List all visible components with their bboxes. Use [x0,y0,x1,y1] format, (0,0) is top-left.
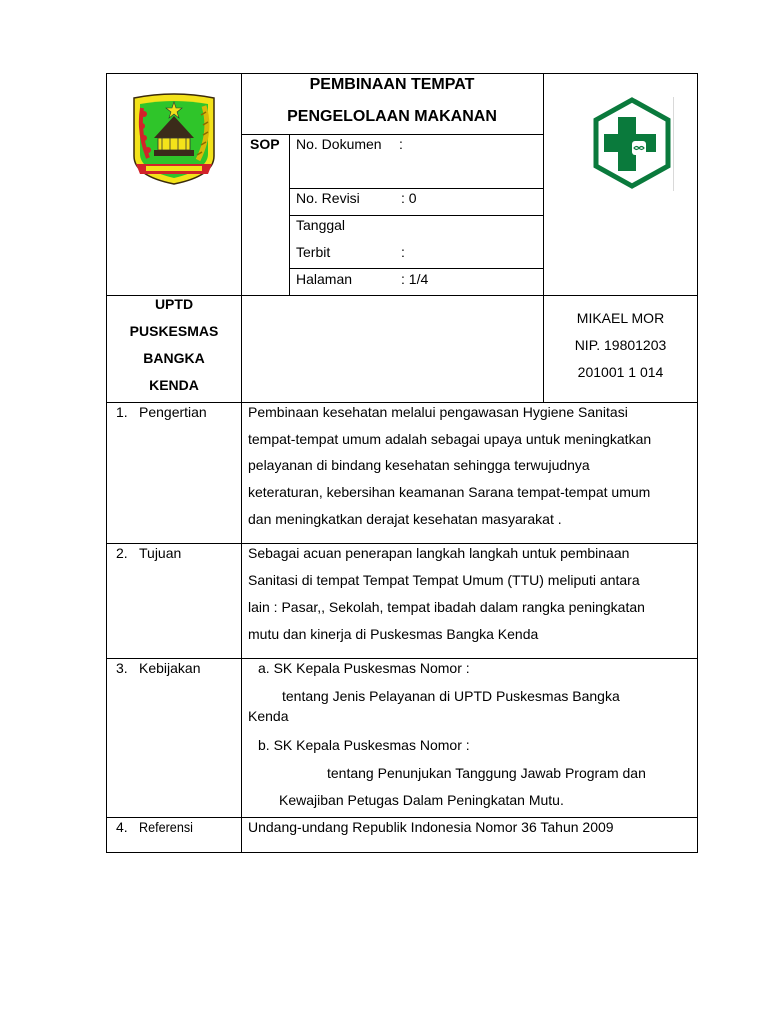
tujuan-line: mutu dan kinerja di Puskesmas Bangka Kenda [248,626,539,642]
row-line-section-1 [106,402,698,403]
signatory-nip-line1: NIP. 19801203 [574,337,667,353]
section-label-referensi: Referensi [139,819,193,835]
regency-crest-logo [128,92,220,188]
row-line-section-4 [106,817,698,818]
referensi-line: Undang-undang Republik Indonesia Nomor 36 Tahun 2009 [248,819,614,835]
row-line-halaman [289,268,544,269]
revisi-value: : 0 [401,190,417,206]
title-underline [241,134,544,135]
section-number: 4. [116,819,128,835]
pengertian-line: tempat-tempat umum adalah sebagai upaya untuk meningkatkan [248,431,652,447]
row-line-section-2 [106,543,698,544]
pengertian-line: dan meningkatkan derajat kesehatan masyarakat . [248,511,562,527]
tujuan-line: Sebagai acuan penerapan langkah langkah untuk pembinaan [248,545,630,561]
document-title-line2: PENGELOLAAN MAKANAN [287,108,497,125]
row-line-tanggal [289,215,544,216]
kebijakan-item-b-line3: Kewajiban Petugas Dalam Peningkatan Mutu. [279,792,564,808]
signatory-nip-line2: 201001 1 014 [577,364,664,380]
doc-no-label: No. Dokumen [296,136,382,152]
header-right-divider [543,73,544,403]
table-border-left [106,73,107,853]
section-number: 3. [116,660,128,676]
kebijakan-item-a: a. SK Kepala Puskesmas Nomor : [258,660,470,676]
revisi-label: No. Revisi [296,190,360,206]
table-border-right [697,73,698,853]
pengertian-line: keteraturan, kebersihan keamanan Sarana tempat-tempat umum [248,484,651,500]
terbit-separator: : [401,244,405,260]
institution-line4: KENDA [149,377,199,393]
section-number: 2. [116,545,128,561]
pengertian-line: pelayanan di bindang kesehatan sehingga terwujudnya [248,457,590,473]
halaman-value: : 1/4 [401,271,429,287]
halaman-label: Halaman [296,271,353,287]
institution-line1: UPTD [154,296,194,312]
signatory-name: MIKAEL MOR [576,310,665,326]
sop-label: SOP [250,136,280,152]
row-line-section-3 [106,658,698,659]
document-title-line1: PEMBINAAN TEMPAT [309,76,475,93]
section-label-kebijakan: Kebijakan [139,660,201,676]
column-divider [241,73,242,853]
section-label-tujuan: Tujuan [139,545,182,561]
kebijakan-item-b-line2: tentang Penunjukan Tanggung Jawab Program dan [327,765,646,781]
institution-line2: PUSKESMAS [129,323,219,339]
doc-no-separator: : [399,136,403,152]
pengertian-line: Pembinaan kesehatan melalui pengawasan Hygiene Sanitasi [248,404,628,420]
row-line-revisi [289,188,544,189]
tujuan-line: lain : Pasar,, Sekolah, tempat ibadah dalam rangka peningkatan [248,599,645,615]
puskesmas-cross-logo [588,97,676,191]
kebijakan-item-a-line3: Kenda [248,708,289,724]
section-label-pengertian: Pengertian [139,404,207,420]
tujuan-line: Sanitasi di tempat Tempat Tempat Umum (TTU) meliputi antara [248,572,640,588]
kebijakan-item-b: b. SK Kepala Puskesmas Nomor : [258,737,470,753]
institution-line3: BANGKA [143,350,205,366]
tanggal-label: Tanggal [296,217,346,233]
section-number: 1. [116,404,128,420]
table-border-top [106,73,698,74]
terbit-label: Terbit [296,244,331,260]
kebijakan-item-a-line2: tentang Jenis Pelayanan di UPTD Puskesmas Bangka [282,688,620,704]
table-border-bottom [106,852,698,853]
